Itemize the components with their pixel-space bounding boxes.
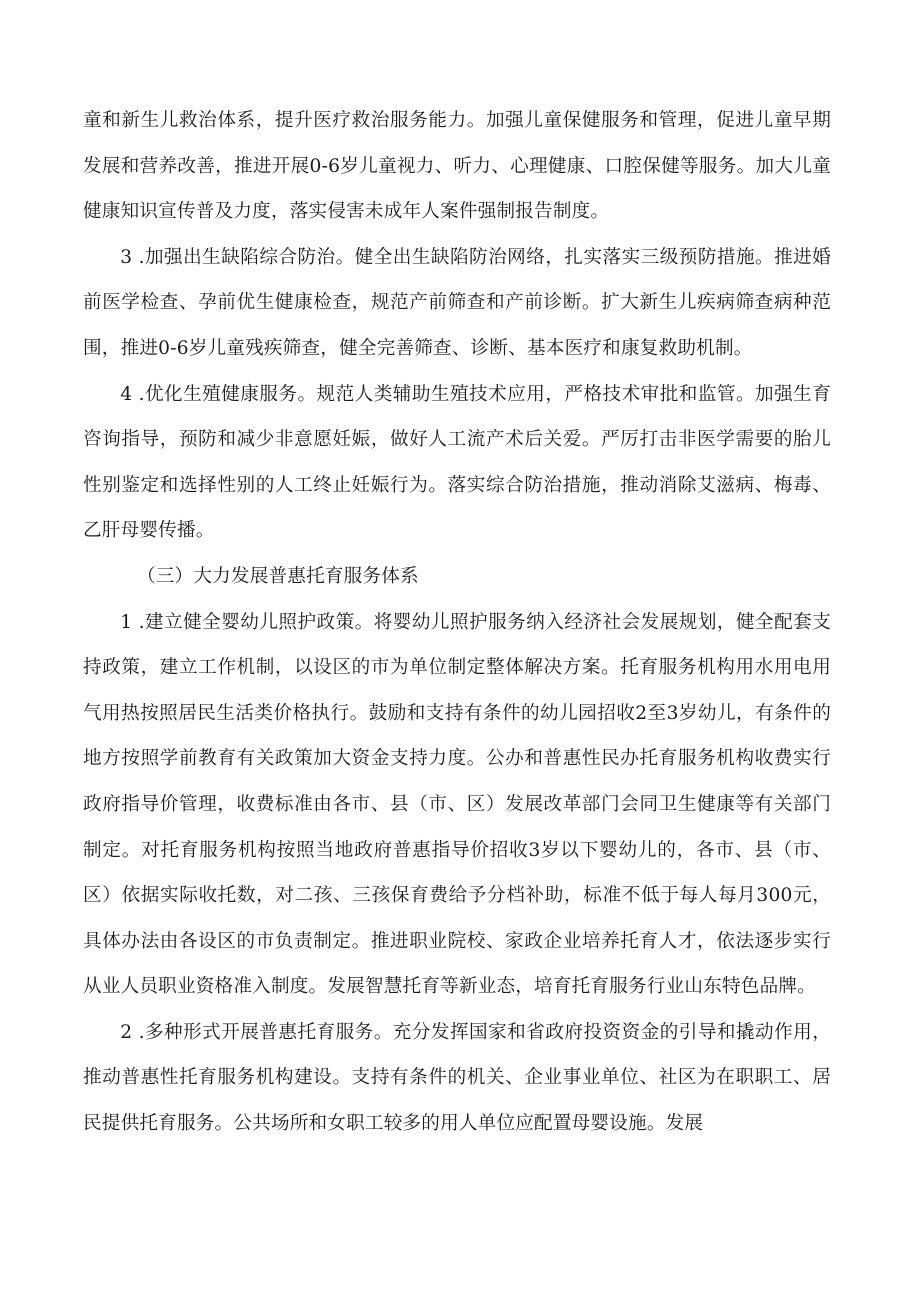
paragraph-item-3-birth-defects: 3 .加强出生缺陷综合防治。健全出生缺陷防治网络，扎实落实三级预防措施。推进婚前医学检查、孕前优生健康检查，规范产前筛查和产前诊断。扩大新生儿疾病筛查病种范围，推进0-6岁儿童残疾筛查，健全完善筛查、诊断、基本医疗和康复救助机制。: [83, 246, 831, 359]
paragraph-continuation: 童和新生儿救治体系，提升医疗救治服务能力。加强儿童保健服务和管理，促进儿童早期发展和营养改善，推进开展0-6岁儿童视力、听力、心理健康、口腔保健等服务。加大儿童健康知识宣传普及力度，落实侵害未成年人案件强制报告制度。: [83, 110, 831, 223]
section-heading-childcare-system: （三）大力发展普惠托育服务体系: [136, 565, 419, 587]
document-body: [83, 98, 831, 1147]
paragraph-item-1-infant-care-policy: 1 .建立健全婴幼儿照护政策。将婴幼儿照护服务纳入经济社会发展规划，健全配套支持政策，建立工作机制，以设区的市为单位制定整体解决方案。托育服务机构用水用电用气用热按照居民生活类价格执行。鼓励和支持有条件的幼儿园招收2至3岁幼儿，有条件的地方按照学前教育有关政策加大资金支持力度。公办和普惠性民办托育服务机构收费实行政府指导价管理，收费标准由各市、县（市、区）发展改革部门会同卫生健康等有关部门制定。对托育服务机构按照当地政府普惠指导价招收3岁以下婴幼儿的，各市、县（市、区）依据实际收托数，对二孩、三孩保育费给予分档补助，标准不低于每人每月300元，具体办法由各设区的市负责制定。推进职业院校、家政企业培养托育人才，依法逐步实行从业人员职业资格准入制度。发展智慧托育等新业态，培育托育服务行业山东特色品牌。: [83, 611, 831, 998]
paragraph-item-2-childcare-services: 2 .多种形式开展普惠托育服务。充分发挥国家和省政府投资资金的引导和撬动作用，推动普惠性托育服务机构建设。支持有条件的机关、企业事业单位、社区为在职职工、居民提供托育服务。公共场所和女职工较多的用人单位应配置母婴设施。发展: [83, 1021, 831, 1135]
paragraph-item-4-reproductive-health: 4 .优化生殖健康服务。规范人类辅助生殖技术应用，严格技术审批和监管。加强生育咨询指导，预防和减少非意愿妊娠，做好人工流产术后关爱。严厉打击非医学需要的胎儿性别鉴定和选择性别的人工终止妊娠行为。落实综合防治措施，推动消除艾滋病、梅毒、乙肝母婴传播。: [83, 383, 831, 542]
